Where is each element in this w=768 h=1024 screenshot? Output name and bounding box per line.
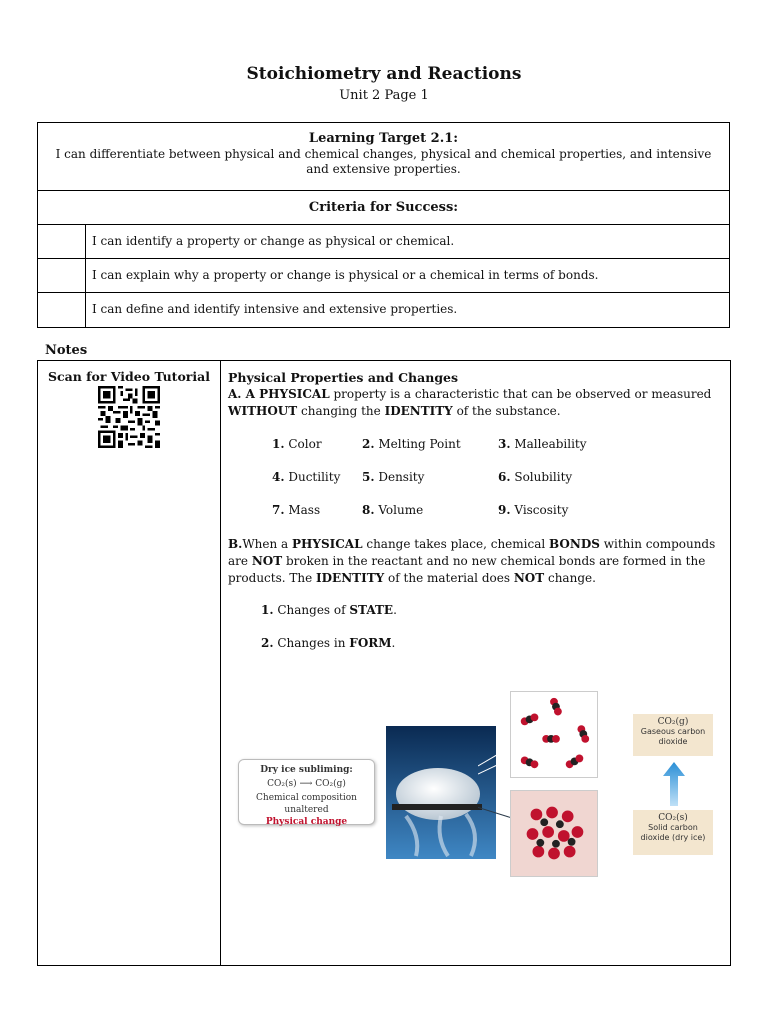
page-subtitle: Unit 2 Page 1 — [339, 88, 429, 103]
learning-target-title: Learning Target 2.1: — [308, 131, 459, 146]
criteria-text: I can define and identify intensive and extensive properties. — [92, 302, 458, 316]
notes-table — [37, 360, 731, 966]
criteria-title: Criteria for Success: — [38, 191, 729, 225]
dry-ice-figure — [228, 686, 718, 886]
list-item: 5. Density — [362, 470, 425, 484]
paragraph-b: B.When a PHYSICAL change takes place, chemical BONDS within compounds are NOT broken in the reactant and no new chemical bonds are formed in the products. The IDENTITY of the material does NOT change. — [228, 537, 716, 585]
arrow-up-icon — [663, 762, 685, 806]
list-item: 1. Color — [272, 437, 322, 451]
page-title: Stoichiometry and Reactions — [246, 64, 522, 84]
criteria-checkbox-cell[interactable] — [38, 225, 86, 258]
notes-label: Notes — [45, 343, 88, 358]
paragraph-a: A. A PHYSICAL property is a characteristic that can be observed or measured WITHOUT changing the IDENTITY of the substance. — [228, 387, 712, 418]
criteria-row — [38, 293, 729, 327]
criteria-checkbox-cell[interactable] — [38, 293, 86, 327]
criteria-text: I can identify a property or change as physical or chemical. — [92, 234, 455, 248]
criteria-text: I can explain why a property or change is physical or a chemical in terms of bonds. — [92, 268, 599, 282]
learning-target-text: I can differentiate between physical and chemical changes, physical and chemical properties, and intensive and extensive properties. — [55, 147, 712, 176]
notes-content — [221, 361, 730, 965]
learning-target-table — [37, 122, 730, 328]
list-item: 7. Mass — [272, 503, 321, 517]
changes-list — [261, 602, 724, 652]
solid-lattice-image — [510, 790, 598, 877]
solid-label: CO₂(s) Solid carbon dioxide (dry ice) — [633, 810, 713, 855]
qr-code-icon[interactable] — [98, 386, 160, 448]
list-item: 2. Melting Point — [362, 437, 461, 451]
scan-label: Scan for Video Tutorial — [48, 369, 210, 384]
list-item: 3. Malleability — [498, 437, 587, 451]
video-column — [38, 361, 221, 965]
list-item: 1. Changes of STATE. — [261, 603, 397, 617]
criteria-row — [38, 259, 729, 293]
list-item: 4. Ductility — [272, 470, 341, 484]
list-item: 9. Viscosity — [498, 503, 569, 517]
criteria-row — [38, 225, 729, 259]
list-item: 2. Changes in FORM. — [261, 636, 396, 650]
dry-ice-callout: Dry ice subliming: CO₂(s) ⟶ CO₂(g) Chemical composition unaltered Physical change — [238, 759, 375, 825]
section-title: Physical Properties and Changes — [228, 370, 459, 385]
list-item: 8. Volume — [362, 503, 424, 517]
property-list — [272, 436, 724, 519]
criteria-checkbox-cell[interactable] — [38, 259, 86, 292]
gas-molecules-image — [510, 691, 598, 778]
gas-label: CO₂(g) Gaseous carbon dioxide — [633, 714, 713, 756]
list-item: 6. Solubility — [498, 470, 573, 484]
learning-target-header — [38, 123, 729, 191]
